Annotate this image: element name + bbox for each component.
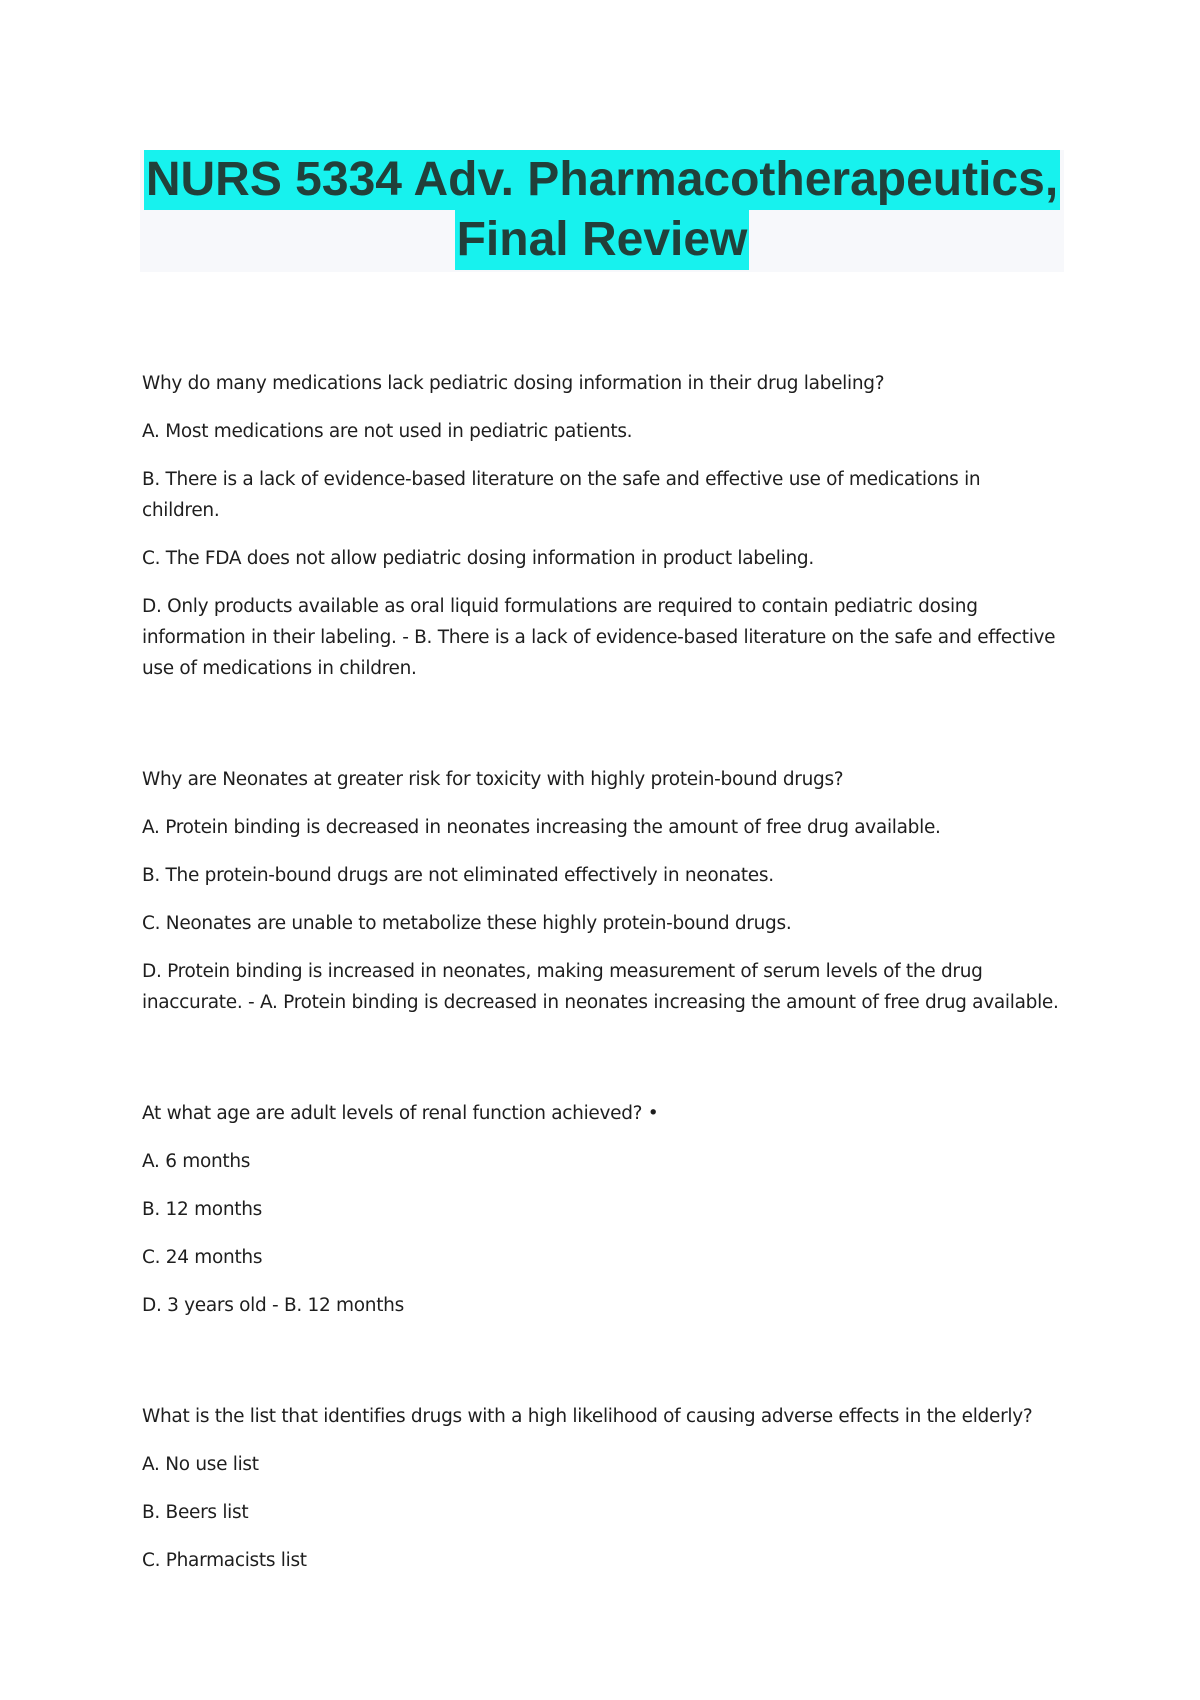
question-text: What is the list that identifies drugs with a high likelihood of causing adverse effects in the elderly?: [142, 1406, 1033, 1427]
document-body: [142, 368, 1062, 1593]
question-block-1: [142, 368, 1062, 684]
answer-option-d: D. Protein binding is increased in neonates, making measurement of serum levels of the drug inaccurate. - A. Protein binding is decreased in neonates increasing the amount of free drug available.: [142, 961, 1059, 1013]
answer-option-a: A. 6 months: [142, 1151, 251, 1172]
answer-option-c: C. Pharmacists list: [142, 1550, 307, 1571]
answer-option-c: C. Neonates are unable to metabolize these highly protein-bound drugs.: [142, 913, 792, 934]
answer-option-c: C. The FDA does not allow pediatric dosing information in product labeling.: [142, 548, 814, 569]
spacer: [142, 701, 1062, 764]
spacer: [142, 1338, 1062, 1401]
document-title-line-2: Final Review: [455, 210, 750, 270]
question-block-2: [142, 764, 1062, 1018]
question-text: At what age are adult levels of renal function achieved? •: [142, 1103, 659, 1124]
question-text: Why are Neonates at greater risk for toxicity with highly protein-bound drugs?: [142, 769, 844, 790]
answer-option-a: A. No use list: [142, 1454, 259, 1475]
answer-option-d: D. 3 years old - B. 12 months: [142, 1295, 404, 1316]
answer-option-a: A. Protein binding is decreased in neonates increasing the amount of free drug available.: [142, 817, 941, 838]
answer-option-a: A. Most medications are not used in pediatric patients.: [142, 421, 633, 442]
title-block: [140, 150, 1064, 272]
question-text: Why do many medications lack pediatric dosing information in their drug labeling?: [142, 373, 885, 394]
answer-option-b: B. 12 months: [142, 1199, 262, 1220]
question-block-3: [142, 1098, 1062, 1321]
spacer: [142, 1035, 1062, 1098]
question-block-4: [142, 1401, 1062, 1576]
answer-option-d: D. Only products available as oral liquid formulations are required to contain pediatric dosing information in their labeling. - B. There is a lack of evidence-based literature on the safe and effective use of medications in children.: [142, 596, 1056, 679]
answer-option-b: B. The protein-bound drugs are not eliminated effectively in neonates.: [142, 865, 774, 886]
answer-option-b: B. There is a lack of evidence-based literature on the safe and effective use of medications in children.: [142, 469, 981, 521]
document-title-line-1: NURS 5334 Adv. Pharmacotherapeutics,: [144, 150, 1060, 210]
answer-option-c: C. 24 months: [142, 1247, 263, 1268]
answer-option-b: B. Beers list: [142, 1502, 249, 1523]
